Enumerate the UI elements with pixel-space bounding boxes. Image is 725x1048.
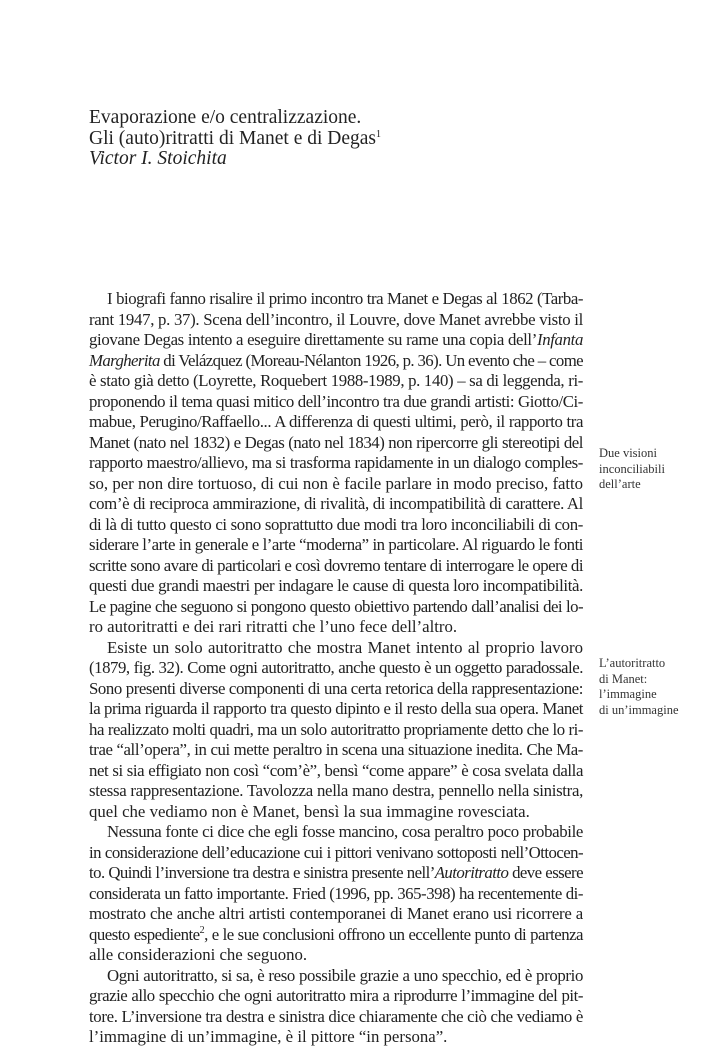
- text-segment: grazie allo specchio che ogni autoritratto mira a riprodurre l’immagine del pit-: [89, 986, 583, 1005]
- text-line: [89, 494, 583, 515]
- text-segment: com’è di reciproca ammirazione, di rivalità, di incompatibilità di carattere. Al: [89, 494, 583, 513]
- text-segment: di Velázquez (Moreau-Nélanton 1926, p. 36). Un evento che – come: [159, 350, 583, 370]
- text-segment: alle considerazioni che seguono.: [89, 945, 308, 964]
- text-segment: (1879, fig. 32). Come ogni autoritratto, anche questo è un oggetto paradossale.: [89, 658, 583, 677]
- text-line: [89, 412, 583, 433]
- text-line: [89, 720, 583, 741]
- text-line: [89, 658, 583, 679]
- text-segment: quel che vediamo non è Manet, bensì la sua immagine rovesciata.: [89, 801, 530, 821]
- margin-note-line: di un’immagine: [599, 702, 679, 717]
- text-segment: ha realizzato molti quadri, ma un solo autoritratto propriamente detto che lo ri-: [89, 719, 583, 739]
- text-segment: trae “all’opera”, in cui mette peraltro in scena una situazione inedita. Che Ma-: [89, 740, 583, 759]
- text-segment: Esiste un solo autoritratto che mostra Manet intento al proprio lavoro: [107, 637, 583, 657]
- text-segment: questi due grandi maestri per indagare le cause di questa loro incompatibilità.: [89, 576, 583, 595]
- text-line: [89, 679, 583, 700]
- text-segment: è stato già detto (Loyrette, Roquebert 1988-1989, p. 140) – sa di leggenda, ri-: [89, 371, 583, 390]
- text-segment: I biografi fanno risalire il primo incontro tra Manet e Degas al 1862 (Tarba-: [107, 289, 583, 308]
- text-segment: di là di tutto questo ci sono soprattutto due modi tra loro inconciliabili di con-: [89, 514, 583, 534]
- text-line: [89, 802, 583, 823]
- text-line: [89, 392, 583, 413]
- paragraph: [89, 966, 583, 1048]
- text-line: [89, 1027, 583, 1048]
- article-heading: [89, 108, 381, 170]
- text-segment: considerata un fatto importante. Fried (1996, pp. 365-398) ha recentemente di-: [89, 883, 583, 903]
- margin-note-line: inconciliabili: [599, 461, 665, 476]
- margin-note-line: l’immagine: [599, 687, 657, 701]
- text-line: [89, 1007, 583, 1028]
- text-line: [89, 597, 583, 618]
- text-line: [89, 576, 583, 597]
- margin-note-1: [599, 446, 719, 493]
- text-line: [89, 617, 583, 638]
- text-line: [89, 966, 583, 987]
- text-segment: , e le sue conclusioni offrono un eccellente punto di partenza: [204, 924, 583, 944]
- margin-note-line: di Manet:: [599, 671, 648, 686]
- text-segment: so, per non dire tortuoso, di cui non è facile parlare in modo preciso, fatto: [89, 473, 583, 493]
- italic-title: Infanta: [536, 330, 583, 349]
- text-line: [89, 945, 583, 966]
- text-line: [89, 781, 583, 802]
- text-line: [89, 925, 583, 946]
- margin-note-line: Due visioni: [599, 446, 657, 460]
- title-line-2: [89, 129, 381, 150]
- text-line: [89, 699, 583, 720]
- text-line: [89, 556, 583, 577]
- text-line: [89, 433, 583, 454]
- text-line: [89, 453, 583, 474]
- text-segment: l’immagine di un’immagine, è il pittore “in persona”.: [89, 1027, 448, 1046]
- margin-note-2: [599, 656, 719, 718]
- text-line: [89, 535, 583, 556]
- footnote-ref[interactable]: 1: [376, 128, 381, 140]
- body-text: [89, 289, 583, 1048]
- text-segment: mabue, Perugino/Raffaello... A differenza di questi ultimi, però, il rapporto tra: [89, 412, 583, 431]
- text-line: [89, 474, 583, 495]
- title-line-2-text: Gli (auto)ritratti di Manet e di Degas: [89, 127, 376, 149]
- author-name: Victor I. Stoichita: [89, 148, 227, 169]
- text-segment: la prima riguarda il rapporto tra questo dipinto e il resto della sua opera. Manet: [89, 699, 583, 718]
- text-segment: ro autoritratti e dei rari ritratti che l’uno fece dell’altro.: [89, 617, 458, 636]
- text-segment: rapporto maestro/allievo, ma si trasforma rapidamente in un dialogo comples-: [89, 453, 583, 472]
- text-line: [89, 515, 583, 536]
- text-segment: deve essere: [508, 863, 583, 882]
- text-segment: Nessuna fonte ci dice che egli fosse mancino, cosa peraltro poco probabile: [107, 822, 583, 841]
- italic-title: Margherita: [89, 350, 160, 370]
- margin-note-line: L’autoritratto: [599, 656, 666, 670]
- text-line: [89, 371, 583, 392]
- text-segment: giovane Degas intento a eseguire direttamente su rame una copia dell’: [89, 330, 537, 349]
- text-line: [89, 740, 583, 761]
- text-segment: stessa rappresentazione. Tavolozza nella mano destra, pennello nella sinistra,: [89, 781, 583, 800]
- text-segment: questo espediente: [89, 924, 200, 944]
- margin-note-line: dell’arte: [599, 477, 641, 491]
- paragraph: [89, 638, 583, 823]
- text-line: [89, 761, 583, 782]
- text-line: [89, 822, 583, 843]
- text-line: [89, 863, 583, 884]
- text-segment: to. Quindi l’inversione tra destra e sinistra presente nell’: [89, 863, 435, 882]
- paragraph: [89, 822, 583, 966]
- text-segment: scritte sono avare di particolari e così dovremo tentare di interrogare le opere di: [89, 555, 583, 575]
- text-segment: tore. L’inversione tra destra e sinistra dice chiaramente che ciò che vediamo è: [89, 1006, 583, 1026]
- italic-title: Autoritratto: [434, 863, 509, 882]
- text-line: [89, 310, 583, 331]
- footnote-ref[interactable]: 2: [199, 924, 205, 936]
- text-line: [89, 351, 583, 372]
- text-line: [89, 843, 583, 864]
- text-line: [89, 638, 583, 659]
- text-line: [89, 904, 583, 925]
- text-segment: Sono presenti diverse componenti di una certa retorica della rappresentazione:: [89, 678, 583, 698]
- text-segment: in considerazione dell’educazione cui i pittori venivano sottoposti nell’Ottocen-: [89, 842, 583, 862]
- text-segment: mostrato che anche altri artisti contemporanei di Manet erano usi ricorrere a: [89, 904, 583, 923]
- text-segment: net si sia effigiato non così “com’è”, bensì “come appare” è cosa svelata dalla: [89, 760, 583, 780]
- text-segment: proponendo il tema quasi mitico dell’incontro tra due grandi artisti: Giotto/Ci-: [89, 391, 583, 411]
- text-segment: Manet (nato nel 1832) e Degas (nato nel 1834) non ripercorre gli stereotipi del: [89, 432, 583, 452]
- text-line: [89, 986, 583, 1007]
- title-line-1: Evaporazione e/o centralizzazione.: [89, 107, 362, 128]
- text-segment: Le pagine che seguono si pongono questo obiettivo partendo dall’analisi dei lo-: [89, 596, 583, 616]
- text-line: [89, 884, 583, 905]
- text-segment: rant 1947, p. 37). Scena dell’incontro, il Louvre, dove Manet avrebbe visto il: [89, 309, 583, 329]
- text-line: [89, 330, 583, 351]
- paragraph: [89, 289, 583, 638]
- text-segment: siderare l’arte in generale e l’arte “moderna” in particolare. Al riguardo le fonti: [89, 535, 583, 554]
- text-segment: Ogni autoritratto, si sa, è reso possibile grazie a uno specchio, ed è proprio: [107, 965, 583, 985]
- text-line: [89, 289, 583, 310]
